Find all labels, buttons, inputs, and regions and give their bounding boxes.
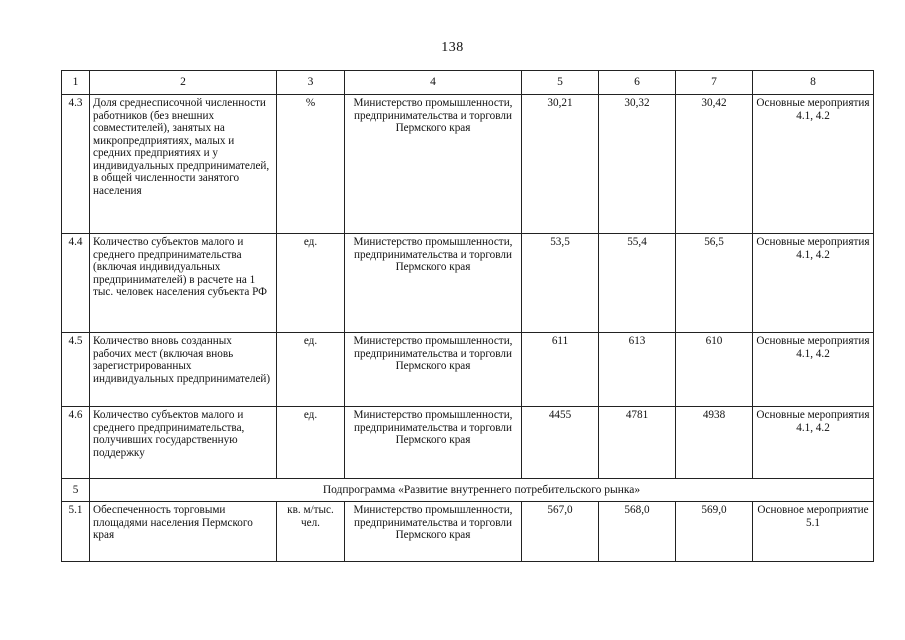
- header-cell: 8: [753, 71, 874, 95]
- value-col5: 611: [522, 333, 599, 407]
- events-cell: Основные мероприятия 4.1, 4.2: [753, 333, 874, 407]
- unit-cell: ед.: [277, 333, 345, 407]
- value-col7: 30,42: [676, 95, 753, 234]
- table-row: [62, 407, 874, 479]
- page-number: 138: [441, 40, 464, 55]
- subprogram-title: Подпрограмма «Развитие внутреннего потребительского рынка»: [90, 479, 874, 502]
- row-number: 4.4: [62, 234, 90, 333]
- header-cell: 5: [522, 71, 599, 95]
- value-col6: 4781: [599, 407, 676, 479]
- header-cell: 3: [277, 71, 345, 95]
- header-cell: 1: [62, 71, 90, 95]
- events-cell: Основные мероприятия 4.1, 4.2: [753, 95, 874, 234]
- responsible-org: Министерство промышленности, предпринимательства и торговли Пермского края: [345, 234, 522, 333]
- indicator-name: Количество вновь созданных рабочих мест (включая вновь зарегистрированных индивидуальных предпринимателей): [90, 333, 277, 407]
- value-col7: 569,0: [676, 502, 753, 562]
- events-cell: Основные мероприятия 4.1, 4.2: [753, 234, 874, 333]
- unit-cell: %: [277, 95, 345, 234]
- header-cell: 6: [599, 71, 676, 95]
- responsible-org: Министерство промышленности, предпринимательства и торговли Пермского края: [345, 502, 522, 562]
- indicator-name: Обеспеченность торговыми площадями населения Пермского края: [90, 502, 277, 562]
- responsible-org: Министерство промышленности, предпринимательства и торговли Пермского края: [345, 407, 522, 479]
- events-cell: Основные мероприятия 4.1, 4.2: [753, 407, 874, 479]
- value-col7: 4938: [676, 407, 753, 479]
- value-col6: 568,0: [599, 502, 676, 562]
- row-number: 4.5: [62, 333, 90, 407]
- unit-cell: ед.: [277, 234, 345, 333]
- responsible-org: Министерство промышленности, предпринимательства и торговли Пермского края: [345, 95, 522, 234]
- row-number: 4.3: [62, 95, 90, 234]
- table-header-row: [62, 71, 874, 95]
- value-col5: 53,5: [522, 234, 599, 333]
- events-cell: Основное мероприятие 5.1: [753, 502, 874, 562]
- indicators-table: [61, 70, 874, 562]
- value-col6: 30,32: [599, 95, 676, 234]
- value-col5: 30,21: [522, 95, 599, 234]
- value-col7: 56,5: [676, 234, 753, 333]
- table-row: [62, 502, 874, 562]
- header-cell: 7: [676, 71, 753, 95]
- table-row: [62, 234, 874, 333]
- value-col6: 55,4: [599, 234, 676, 333]
- value-col5: 567,0: [522, 502, 599, 562]
- table-row: [62, 95, 874, 234]
- unit-cell: ед.: [277, 407, 345, 479]
- value-col5: 4455: [522, 407, 599, 479]
- row-number: 4.6: [62, 407, 90, 479]
- indicator-name: Количество субъектов малого и среднего предпринимательства, получивших государственную поддержку: [90, 407, 277, 479]
- row-number: 5.1: [62, 502, 90, 562]
- responsible-org: Министерство промышленности, предпринимательства и торговли Пермского края: [345, 333, 522, 407]
- header-cell: 4: [345, 71, 522, 95]
- unit-cell: кв. м/тыс. чел.: [277, 502, 345, 562]
- indicator-name: Количество субъектов малого и среднего предпринимательства (включая индивидуальных предпринимателей) в расчете на 1 тыс. человек населения субъекта РФ: [90, 234, 277, 333]
- table-row: [62, 333, 874, 407]
- subprogram-number: 5: [62, 479, 90, 502]
- value-col6: 613: [599, 333, 676, 407]
- subprogram-row: [62, 479, 874, 502]
- indicator-name: Доля среднесписочной численности работников (без внешних совместителей), занятых на микропредприятиях, малых и средних предприятиях и у индивидуальных предпринимателей, в общей численности занятого населения: [90, 95, 277, 234]
- header-cell: 2: [90, 71, 277, 95]
- value-col7: 610: [676, 333, 753, 407]
